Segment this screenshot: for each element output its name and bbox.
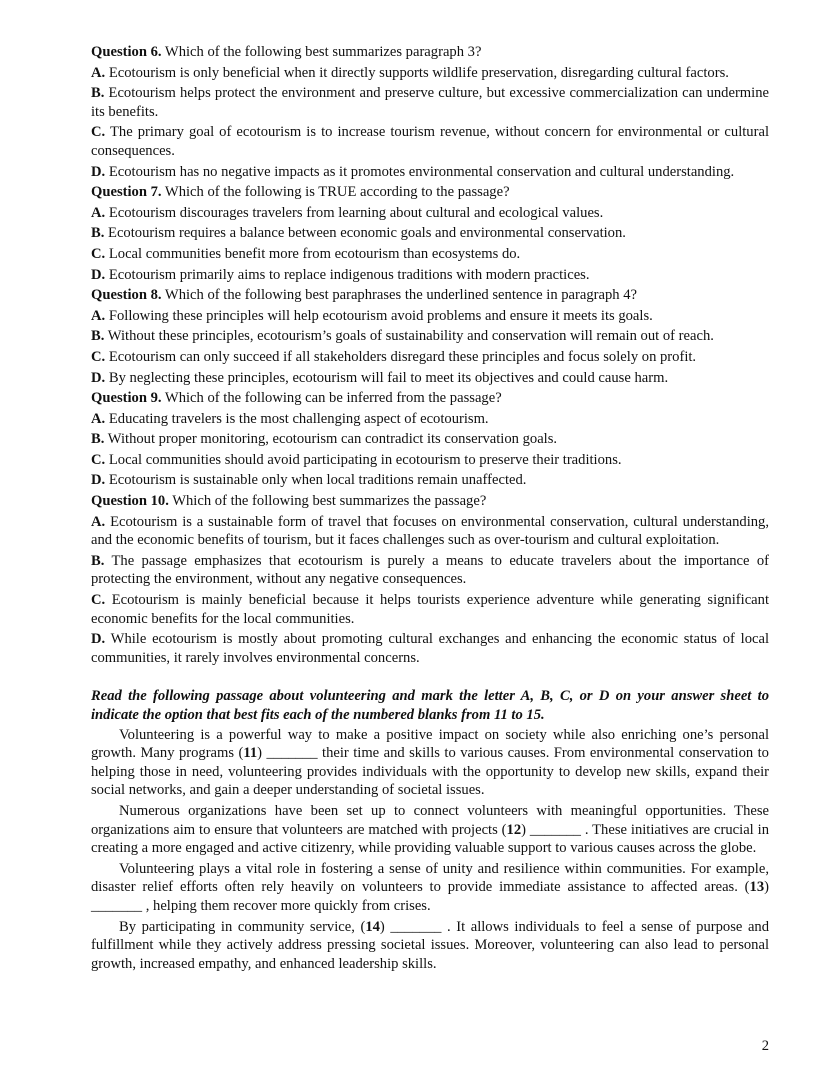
option-d bbox=[91, 630, 769, 667]
option-text: The primary goal of ecotourism is to increase tourism revenue, without concern for environmental or cultural consequences. bbox=[91, 124, 769, 159]
blank-number: 11 bbox=[243, 745, 258, 762]
option-letter: C. bbox=[91, 124, 106, 141]
option-text: Ecotourism is mainly beneficial because it helps tourists experience adventure while generating significant economic benefits for the local communities. bbox=[91, 592, 769, 627]
option-c bbox=[91, 245, 769, 264]
question-6 bbox=[91, 43, 769, 181]
question-stem bbox=[91, 183, 769, 202]
option-a bbox=[91, 307, 769, 326]
option-text: Ecotourism is only beneficial when it directly supports wildlife preservation, disregarding cultural factors. bbox=[105, 64, 729, 81]
option-a bbox=[91, 204, 769, 223]
option-c bbox=[91, 348, 769, 367]
question-stem bbox=[91, 492, 769, 511]
passage-paragraph-1 bbox=[91, 726, 769, 800]
question-label: Question 10. bbox=[91, 493, 169, 510]
option-letter: D. bbox=[91, 163, 106, 180]
question-text: Which of the following best summarizes paragraph 3? bbox=[161, 44, 482, 60]
passage-instruction: Read the following passage about volunteering and mark the letter A, B, C, or D on your answer sheet to indicate the option that best fits each of the numbered blanks from 11 to 15. bbox=[91, 688, 769, 723]
paragraph-text: ) _______ their time and skills to various causes. From environmental conservation to helping those in need, volunteering provides individuals with the opportunity to develop new skills, expand their social networks, and gain a deeper understanding of societal issues. bbox=[91, 745, 769, 799]
option-text: Ecotourism helps protect the environment and preserve culture, but excessive commercialization can undermine its benefits. bbox=[91, 85, 769, 120]
option-letter: C. bbox=[91, 451, 106, 468]
option-d bbox=[91, 163, 769, 182]
question-9 bbox=[91, 389, 769, 490]
question-text: Which of the following best summarizes the passage? bbox=[168, 493, 487, 510]
option-letter: A. bbox=[91, 513, 106, 530]
question-text: Which of the following is TRUE according to the passage? bbox=[161, 184, 510, 201]
option-letter: D. bbox=[91, 472, 106, 489]
paragraph-text: Volunteering is a powerful way to make a positive impact on society while also enriching one’s personal growth. Many programs ( bbox=[91, 726, 769, 762]
passage-paragraph-4 bbox=[91, 918, 769, 974]
question-8 bbox=[91, 286, 769, 387]
option-letter: C. bbox=[91, 592, 106, 609]
option-text: By neglecting these principles, ecotourism will fail to meet its objectives and could cause harm. bbox=[105, 369, 669, 386]
blank-number: 13 bbox=[749, 879, 765, 896]
option-letter: B. bbox=[91, 85, 105, 102]
option-text: Following these principles will help ecotourism avoid problems and ensure it meets its goals. bbox=[105, 307, 653, 324]
section-gap bbox=[91, 669, 769, 687]
option-text: Ecotourism can only succeed if all stakeholders disregard these principles and focus solely on profit. bbox=[105, 348, 697, 365]
question-label: Question 6. bbox=[91, 44, 162, 60]
option-letter: A. bbox=[91, 204, 106, 221]
question-label: Question 7. bbox=[91, 184, 162, 201]
paragraph-text: Volunteering plays a vital role in fostering a sense of unity and resilience within communities. For example, disaster relief efforts often rely heavily on volunteers to provide immediate assistance to affected areas. ( bbox=[91, 860, 769, 896]
option-c bbox=[91, 123, 769, 160]
option-b bbox=[91, 327, 769, 346]
option-letter: B. bbox=[91, 328, 105, 345]
option-text: Ecotourism has no negative impacts as it promotes environmental conservation and cultural understanding. bbox=[105, 163, 735, 180]
question-label: Question 8. bbox=[91, 287, 162, 304]
question-label: Question 9. bbox=[91, 390, 162, 407]
option-letter: C. bbox=[91, 348, 106, 365]
option-letter: B. bbox=[91, 431, 105, 448]
option-b bbox=[91, 430, 769, 449]
question-stem bbox=[91, 286, 769, 305]
question-stem bbox=[91, 43, 769, 62]
option-text: Without these principles, ecotourism’s goals of sustainability and conservation will remain out of reach. bbox=[104, 328, 714, 345]
question-7 bbox=[91, 183, 769, 284]
page-number: 2 bbox=[761, 1038, 769, 1054]
option-text: The passage emphasizes that ecotourism is purely a means to educate travelers about the importance of protecting the environment, without any negative consequences. bbox=[91, 552, 769, 588]
option-text: Ecotourism primarily aims to replace indigenous traditions with modern practices. bbox=[105, 266, 590, 283]
option-text: Without proper monitoring, ecotourism can contradict its conservation goals. bbox=[104, 431, 558, 448]
option-text: Ecotourism discourages travelers from learning about cultural and ecological values. bbox=[105, 204, 604, 221]
blank-number: 14 bbox=[365, 918, 380, 935]
option-text: Local communities should avoid participating in ecotourism to preserve their traditions. bbox=[105, 451, 622, 468]
option-letter: B. bbox=[91, 552, 105, 569]
option-b bbox=[91, 84, 769, 121]
option-a bbox=[91, 513, 769, 550]
worksheet-page bbox=[91, 43, 769, 975]
option-a bbox=[91, 410, 769, 429]
option-letter: A. bbox=[91, 64, 106, 81]
option-text: Educating travelers is the most challenging aspect of ecotourism. bbox=[105, 410, 489, 427]
option-text: Ecotourism requires a balance between economic goals and environmental conservation. bbox=[104, 225, 626, 242]
option-letter: D. bbox=[91, 631, 106, 648]
paragraph-text: ) _______ . These initiatives are crucial in creating a more engaged and active citizenry, while providing valuable support to various causes across the globe. bbox=[91, 821, 769, 857]
option-c bbox=[91, 591, 769, 628]
option-b bbox=[91, 552, 769, 589]
question-text: Which of the following can be inferred from the passage? bbox=[161, 390, 502, 407]
option-letter: D. bbox=[91, 266, 106, 283]
option-text: Local communities benefit more from ecotourism than ecosystems do. bbox=[105, 245, 521, 262]
paragraph-text: ) _______ . It allows individuals to feel a sense of purpose and fulfillment while they actively address pressing societal issues. Moreover, volunteering can also lead to personal growth, increased empathy, and enhanced leadership skills. bbox=[91, 918, 770, 972]
question-10 bbox=[91, 492, 769, 667]
option-text: Ecotourism is a sustainable form of travel that focuses on environmental conservation, cultural understanding, and the economic benefits of tourism, but it faces challenges such as over-tourism and cultural exploitation. bbox=[91, 513, 769, 549]
question-stem bbox=[91, 389, 769, 408]
question-text: Which of the following best paraphrases the underlined sentence in paragraph 4? bbox=[161, 287, 638, 304]
option-letter: B. bbox=[91, 225, 105, 242]
option-a bbox=[91, 64, 769, 83]
option-d bbox=[91, 471, 769, 490]
option-letter: A. bbox=[91, 307, 106, 324]
option-text: While ecotourism is mostly about promoting cultural exchanges and enhancing the economic status of local communities, it rarely involves environmental concerns. bbox=[91, 631, 769, 666]
paragraph-text: ) _______ , helping them recover more quickly from crises. bbox=[91, 879, 769, 914]
paragraph-text: Numerous organizations have been set up to connect volunteers with meaningful opportunities. These organizations aim to ensure that volunteers are matched with projects ( bbox=[91, 802, 769, 838]
option-letter: D. bbox=[91, 369, 106, 386]
paragraph-text: By participating in community service, ( bbox=[119, 918, 366, 935]
option-b bbox=[91, 224, 769, 243]
option-d bbox=[91, 369, 769, 388]
volunteering-passage bbox=[91, 726, 769, 974]
passage-paragraph-3 bbox=[91, 860, 769, 916]
passage-paragraph-2 bbox=[91, 802, 769, 858]
option-text: Ecotourism is sustainable only when local traditions remain unaffected. bbox=[105, 472, 527, 489]
option-letter: A. bbox=[91, 410, 106, 427]
blank-number: 12 bbox=[506, 821, 522, 838]
option-d bbox=[91, 266, 769, 285]
option-c bbox=[91, 451, 769, 470]
option-letter: C. bbox=[91, 245, 106, 262]
